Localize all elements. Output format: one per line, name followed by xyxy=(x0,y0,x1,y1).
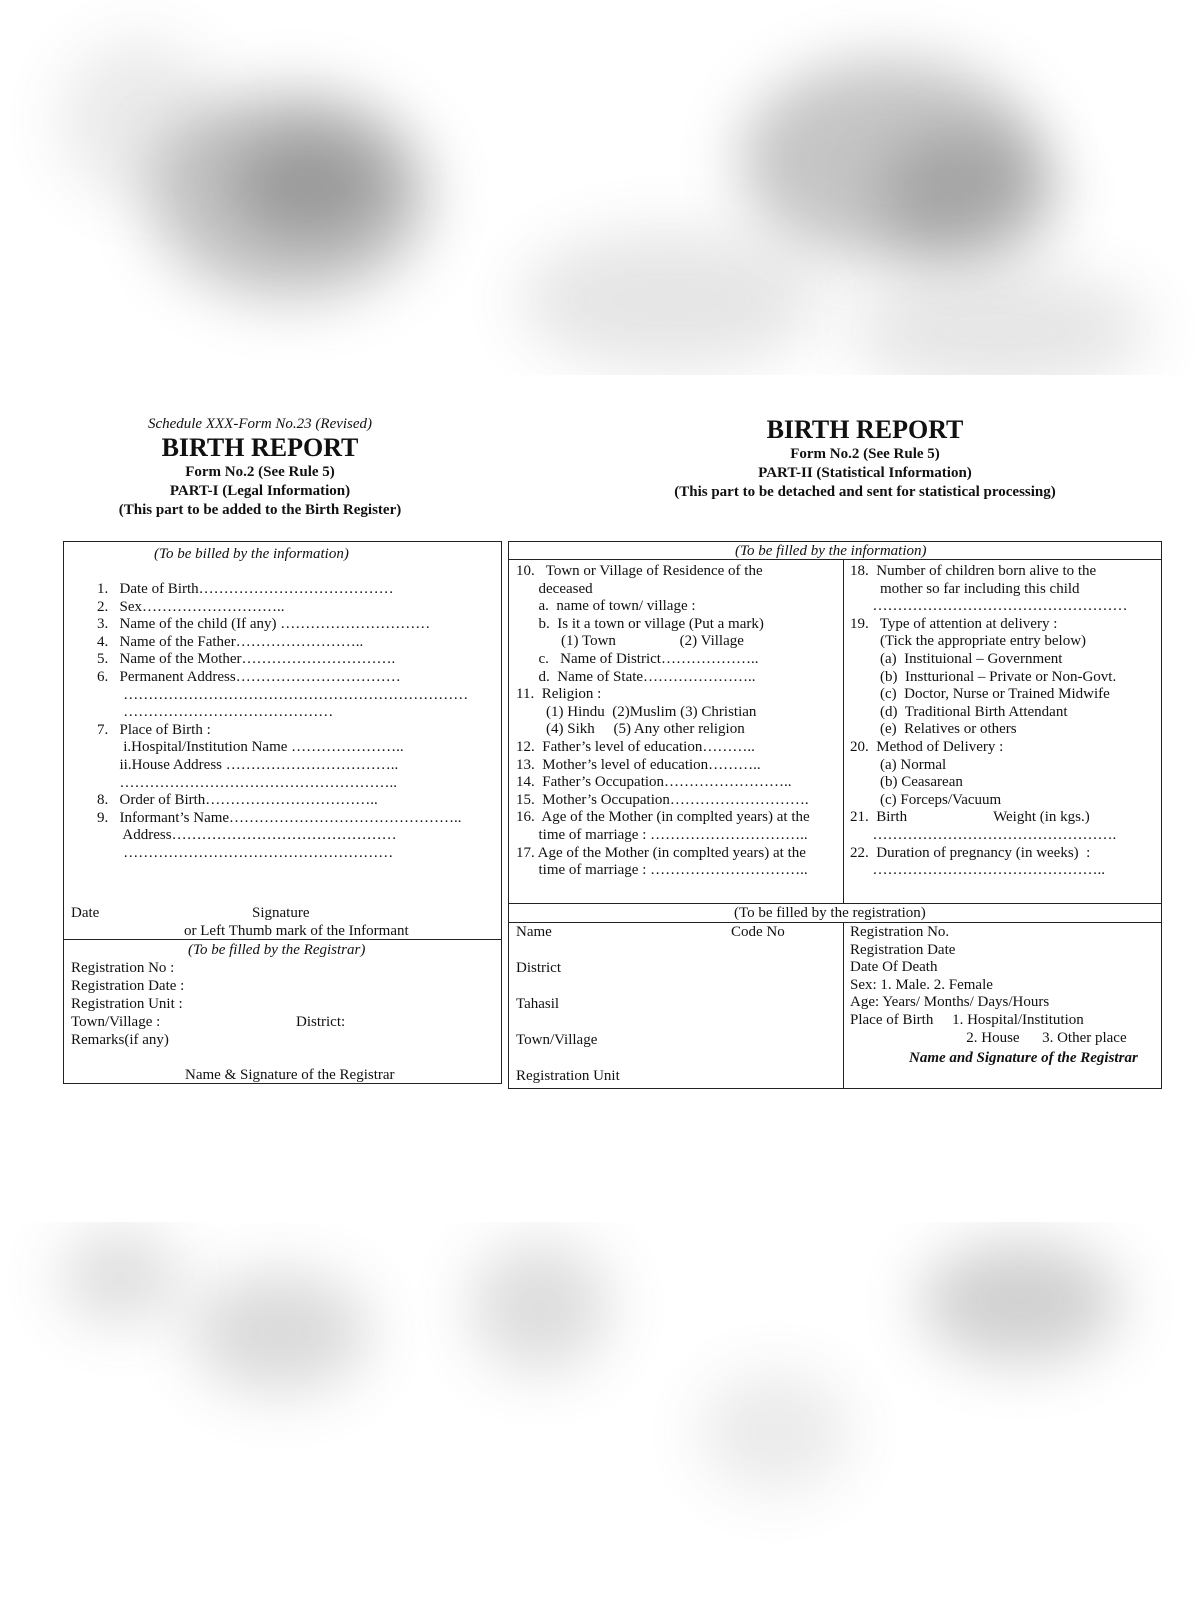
part2-left-item: deceased xyxy=(516,580,593,597)
part2-form-box xyxy=(508,541,1162,1089)
registration-caption: (To be filled by the registration) xyxy=(734,905,926,921)
registration-date-label: Registration Date : xyxy=(71,978,185,994)
part1-form-item: 7. Place of Birth : xyxy=(97,721,211,738)
blurred-bottom-region xyxy=(0,1222,1200,1600)
part2-left-item: 11. Religion : xyxy=(516,686,602,703)
part2-left-item: 17. Age of the Mother (in complted years) at the xyxy=(516,844,806,861)
part2-right-item: 22. Duration of pregnancy (in weeks) : xyxy=(850,844,1091,861)
part2-left-item: time of marriage : ………………………….. xyxy=(516,862,808,879)
tahasil-label: Tahasil xyxy=(516,996,560,1012)
part2-registration-item: Sex: 1. Male. 2. Female xyxy=(850,976,993,993)
part2-caption-divider xyxy=(509,559,1161,560)
part2-left-item: 16. Age of the Mother (in complted years) at the xyxy=(516,809,810,826)
part2-left-item: c. Name of District……………….. xyxy=(516,651,759,667)
part2-header xyxy=(600,415,1130,502)
part1-form-item: …………………………………………………………… xyxy=(97,686,469,703)
part1-header xyxy=(60,415,460,520)
part2-right-item: …………………………………………. xyxy=(850,827,1117,843)
thumb-mark-label: or Left Thumb mark of the Informant xyxy=(184,923,409,939)
part2-title: BIRTH REPORT xyxy=(766,415,964,444)
part2-right-item: (b) Instturional – Private or Non-Govt. xyxy=(850,668,1117,685)
schedule-label: Schedule XXX-Form No.23 (Revised) xyxy=(147,416,373,432)
part2-right-item: (e) Relatives or others xyxy=(850,721,1017,738)
part2-right-item: (b) Ceasarean xyxy=(850,774,963,791)
part1-divider xyxy=(64,939,501,940)
part2-right-item: …………………………………………… xyxy=(850,598,1128,615)
town-village-label: Town/Village : xyxy=(71,1014,161,1030)
part1-form-item: 6. Permanent Address…………………………… xyxy=(97,669,401,685)
district-field-label: District xyxy=(516,960,561,976)
part1-form-no: Form No.2 (See Rule 5) xyxy=(185,464,335,480)
part1-form-item: 4. Name of the Father…………………….. xyxy=(97,633,364,650)
part2-registration-item: Age: Years/ Months/ Days/Hours xyxy=(850,994,1050,1011)
part1-form-item: 3. Name of the child (If any) ………………………… xyxy=(97,616,431,633)
part2-left-item: 14. Father’s Occupation…………………….. xyxy=(516,774,792,791)
part2-registration-item: Registration No. xyxy=(850,924,950,940)
district-label: District: xyxy=(296,1014,346,1030)
part2-right-item: 21. Birth Weight (in kgs.) xyxy=(850,809,1090,826)
part2-left-item: (4) Sikh (5) Any other religion xyxy=(516,721,745,738)
part2-registrar-signature-label: Name and Signature of the Registrar xyxy=(909,1050,1138,1066)
date-label: Date xyxy=(71,905,100,921)
part2-left-item: 15. Mother’s Occupation………………………. xyxy=(516,791,809,808)
part2-right-item: mother so far including this child xyxy=(850,580,1080,597)
registration-unit-label: Registration Unit : xyxy=(71,996,183,1012)
part1-title: BIRTH REPORT xyxy=(161,433,359,462)
part2-left-item: 10. Town or Village of Residence of the xyxy=(516,563,763,579)
part1-form-item: 1. Date of Birth………………………………… xyxy=(97,581,394,597)
part1-form-item: ……………………………………………… xyxy=(97,845,394,861)
registrar-caption: (To be filled by the Registrar) xyxy=(188,942,366,958)
part1-form-item: …………………………………… xyxy=(97,704,334,721)
part2-left-item: time of marriage : ………………………….. xyxy=(516,827,808,843)
registration-unit-field-label: Registration Unit xyxy=(516,1068,620,1084)
registrar-signature-label: Name & Signature of the Registrar xyxy=(185,1067,395,1083)
part2-note: (This part to be detached and sent for statistical processing) xyxy=(674,484,1056,500)
part1-form-item: 9. Informant’s Name……………………………………….. xyxy=(97,809,462,826)
part2-right-item: (a) Normal xyxy=(850,756,947,773)
part2-right-item: 19. Type of attention at delivery : xyxy=(850,615,1058,632)
registration-no-label: Registration No : xyxy=(71,960,175,976)
signature-label: Signature xyxy=(252,905,310,921)
part2-left-item: b. Is it a town or village (Put a mark) xyxy=(516,615,764,632)
blurred-top-region xyxy=(0,0,1200,375)
part1-form-item: 8. Order of Birth…………………………….. xyxy=(97,792,378,809)
part1-form-item: ……………………………………………….. xyxy=(97,774,397,791)
part2-part-label: PART-II (Statistical Information) xyxy=(758,465,972,481)
part2-right-item: (c) Doctor, Nurse or Trained Midwife xyxy=(850,686,1110,703)
part2-left-item: a. name of town/ village : xyxy=(516,598,696,615)
part1-form-box xyxy=(63,541,502,1084)
part2-left-item: 12. Father’s level of education……….. xyxy=(516,739,755,755)
part2-right-item: (a) Instituional – Government xyxy=(850,651,1063,667)
part2-left-item: d. Name of State………………….. xyxy=(516,668,756,685)
part1-form-item: 2. Sex……………………….. xyxy=(97,598,285,615)
part1-form-item: i.Hospital/Institution Name ………………….. xyxy=(97,739,404,756)
part2-right-item: (d) Traditional Birth Attendant xyxy=(850,703,1068,720)
part2-right-item: 20. Method of Delivery : xyxy=(850,739,1004,755)
part2-column-divider xyxy=(843,559,844,903)
part2-right-item: (Tick the appropriate entry below) xyxy=(850,633,1087,650)
part2-form-no: Form No.2 (See Rule 5) xyxy=(790,446,940,462)
part2-right-item: 18. Number of children born alive to the xyxy=(850,563,1097,579)
code-no-label: Code No xyxy=(731,924,785,940)
part2-right-item: (c) Forceps/Vacuum xyxy=(850,791,1002,808)
part1-part-label: PART-I (Legal Information) xyxy=(169,483,351,499)
town-village-field-label: Town/Village xyxy=(516,1032,598,1048)
part1-box-caption: (To be billed by the information) xyxy=(154,546,349,562)
part2-registration-divider xyxy=(509,922,1161,923)
part2-registration-item: Registration Date xyxy=(850,941,956,958)
part2-box-caption: (To be filled by the information) xyxy=(735,543,927,559)
part2-registration-item: Place of Birth 1. Hospital/Institution xyxy=(850,1012,1084,1028)
part2-registration-item: 2. House 3. Other place xyxy=(850,1029,1127,1046)
part1-note: (This part to be added to the Birth Register) xyxy=(118,502,402,518)
part1-form-item: 5. Name of the Mother…………………………. xyxy=(97,651,396,668)
part2-left-item: (1) Town (2) Village xyxy=(516,633,744,650)
part2-right-item: ……………………………………….. xyxy=(850,862,1105,879)
part1-form-item: ii.House Address …………………………….. xyxy=(97,757,399,773)
name-label: Name xyxy=(516,924,552,940)
remarks-label: Remarks(if any) xyxy=(71,1032,169,1048)
part2-left-item: 13. Mother’s level of education……….. xyxy=(516,756,761,773)
part2-registration-item: Date Of Death xyxy=(850,959,938,976)
part2-registration-column-divider xyxy=(843,922,844,1089)
part1-form-item: Address……………………………………… xyxy=(97,827,397,844)
part2-left-item: (1) Hindu (2)Muslim (3) Christian xyxy=(516,703,757,720)
